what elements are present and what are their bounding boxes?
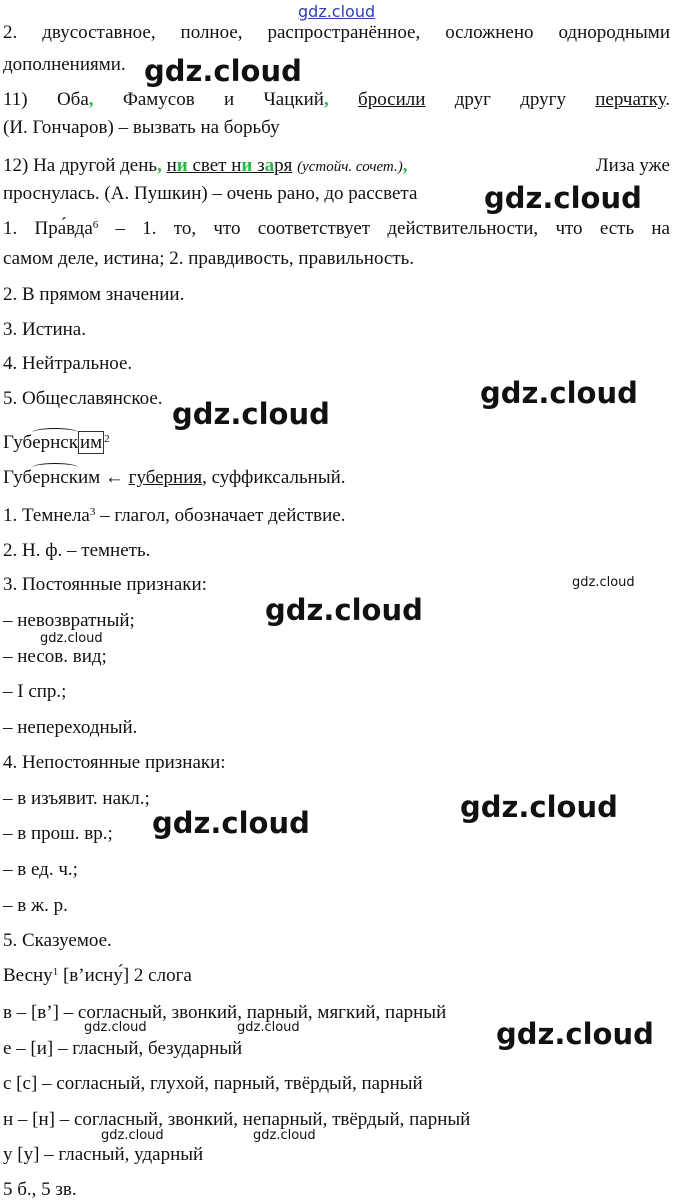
text-line: (И. Гончаров) – вызвать на борьбу xyxy=(3,117,280,138)
ending-box: им xyxy=(79,432,103,453)
watermark: gdz.cloud xyxy=(484,181,642,215)
watermark: gdz.cloud xyxy=(460,790,618,824)
letter-mark: и xyxy=(176,155,188,176)
superscript: 6 xyxy=(92,219,99,231)
text-line: с [с] – согласный, глухой, парный, твёрдый, парный xyxy=(3,1073,423,1094)
text-line: 5. Общеславянское. xyxy=(3,388,163,409)
text: 11) xyxy=(3,89,57,110)
text: з xyxy=(252,155,265,176)
text: 1. Темнела xyxy=(3,505,90,526)
text: им ← xyxy=(77,467,129,488)
text-line: 5. Сказуемое. xyxy=(3,930,112,951)
phonetic-header xyxy=(3,964,670,988)
text: свет xyxy=(187,155,232,176)
text-line: – непереходный. xyxy=(3,717,138,738)
text: Лиза уже xyxy=(595,155,670,176)
text-line: – невозвратный; xyxy=(3,610,135,631)
text-line: – в изъявит. накл.; xyxy=(3,788,150,809)
text: н xyxy=(166,155,177,176)
text-line: 3. Истина. xyxy=(3,319,86,340)
text-line: в – [в’] – согласный, звонкий, парный, мягкий, парный xyxy=(3,1002,447,1023)
suffix-arc: ернск xyxy=(32,432,78,453)
text-line: у [у] – гласный, ударный xyxy=(3,1144,204,1165)
letter-mark: а xyxy=(264,155,275,176)
letter-mark: и xyxy=(241,155,253,176)
text-line: дополнениями. xyxy=(3,54,126,75)
object-underline: перчатку xyxy=(595,89,666,110)
text: – глагол, обозначает действие. xyxy=(95,505,346,526)
watermark: gdz.cloud xyxy=(144,54,302,88)
root: Губ xyxy=(3,432,33,453)
text: Весну xyxy=(3,965,53,986)
text: Оба xyxy=(56,89,89,110)
comma-mark: , xyxy=(402,155,408,176)
watermark: gdz.cloud xyxy=(152,806,310,840)
text: Фамусов и Чацкий xyxy=(93,89,324,110)
text-line: 4. Непостоянные признаки: xyxy=(3,752,226,773)
comma-mark: , xyxy=(323,89,329,110)
superscript: 1 xyxy=(52,966,59,978)
text-line: – в ед. ч.; xyxy=(3,859,78,880)
watermark-small: gdz.cloud xyxy=(101,1128,164,1143)
text-line: 2. Н. ф. – темнеть. xyxy=(3,540,151,561)
comma-mark: , xyxy=(157,155,162,176)
text: . xyxy=(665,89,671,110)
watermark-small: gdz.cloud xyxy=(253,1128,316,1143)
text-line xyxy=(3,504,670,528)
text-line: проснулась. (А. Пушкин) – очень рано, до рассвета xyxy=(3,183,418,204)
text: ря xyxy=(274,155,293,176)
comma-mark: , xyxy=(88,89,94,110)
text-line: н – [н] – согласный, звонкий, непарный, твёрдый, парный xyxy=(3,1109,471,1130)
text-line: 2. двусоставное, полное, распространённое, осложнено однородными xyxy=(3,22,670,43)
watermark-small: gdz.cloud xyxy=(237,1020,300,1035)
text: н xyxy=(231,155,242,176)
text-line: 2. В прямом значении. xyxy=(3,284,185,305)
superscript: 2 xyxy=(104,433,110,445)
word-analysis xyxy=(3,217,670,241)
sentence-12 xyxy=(3,154,670,179)
text-line: – I спр.; xyxy=(3,681,67,702)
watermark: gdz.cloud xyxy=(496,1017,654,1051)
text: , суффиксальный. xyxy=(202,467,346,488)
text: [в’исну́] 2 слога xyxy=(58,965,192,986)
watermark: gdz.cloud xyxy=(480,376,638,410)
suffix-arc: ернск xyxy=(32,467,78,488)
superscript: 3 xyxy=(89,506,96,518)
word-formation xyxy=(3,466,670,490)
text: 12) На другой день xyxy=(3,155,158,176)
text: 1. Пра́вда xyxy=(3,218,93,239)
morpheme-analysis xyxy=(3,431,670,455)
watermark-small: gdz.cloud xyxy=(572,575,635,590)
text-line: – в прош. вр.; xyxy=(3,823,113,844)
watermark: gdz.cloud xyxy=(172,397,330,431)
text-line: – несов. вид; xyxy=(3,646,107,667)
text-line: 4. Нейтральное. xyxy=(3,353,133,374)
note: (устойч. сочет.) xyxy=(297,159,403,175)
text: друг другу xyxy=(425,89,596,110)
sentence-11 xyxy=(3,88,670,112)
text-line: е – [и] – гласный, безударный xyxy=(3,1038,243,1059)
watermark: gdz.cloud xyxy=(265,593,423,627)
watermark-top: gdz.cloud xyxy=(298,2,376,21)
predicate-underline: бросили xyxy=(358,89,426,110)
text-line: – в ж. р. xyxy=(3,895,68,916)
watermark-small: gdz.cloud xyxy=(40,631,103,646)
text-line: 5 б., 5 зв. xyxy=(3,1179,77,1200)
source-word: губерния xyxy=(128,467,203,488)
text-line: 3. Постоянные признаки: xyxy=(3,574,207,595)
text: – 1. то, что соответствует действительности, что есть на xyxy=(98,218,670,239)
watermark-small: gdz.cloud xyxy=(84,1020,147,1035)
text: Губ xyxy=(3,467,33,488)
text-line: самом деле, истина; 2. правдивость, правильность. xyxy=(3,248,415,269)
